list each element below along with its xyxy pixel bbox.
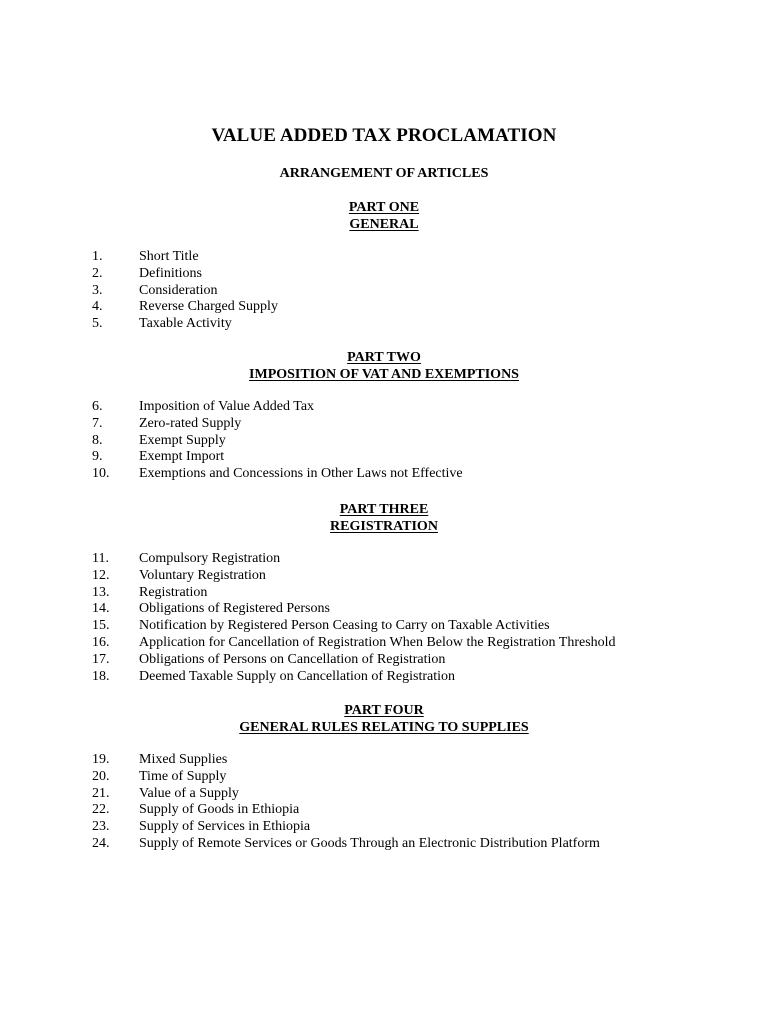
article-item: [0, 466, 768, 483]
article-number: 17.: [92, 651, 110, 667]
part-label: PART ONE: [348, 200, 420, 215]
part-label: PART TWO: [347, 350, 421, 365]
article-title: Mixed Supplies: [139, 752, 228, 767]
article-number: 14.: [92, 601, 110, 617]
part-label: PART FOUR: [344, 703, 424, 718]
part-three-heading: [0, 501, 768, 535]
article-item: [0, 802, 768, 819]
part-title: GENERAL: [349, 217, 419, 232]
part-label: PART THREE: [339, 502, 429, 517]
part-one-article-list: [0, 249, 768, 333]
article-number: 20.: [92, 768, 110, 784]
article-title: Taxable Activity: [139, 316, 232, 332]
article-item: [0, 585, 768, 602]
article-title: Exempt Import: [139, 449, 225, 465]
article-item: [0, 299, 768, 316]
article-item: [0, 669, 768, 686]
article-title: Voluntary Registration: [139, 567, 266, 583]
article-title: Time of Supply: [139, 768, 227, 784]
part-title: IMPOSITION OF VAT AND EXEMPTIONS: [249, 367, 519, 382]
article-item: [0, 568, 768, 585]
article-number: 1.: [92, 249, 103, 264]
article-title: Notification by Registered Person Ceasing to Carry on Taxable Activities: [139, 618, 550, 634]
article-title: Supply of Remote Services or Goods Through an Electronic Distribution Platform: [139, 835, 600, 851]
article-title: Obligations of Registered Persons: [139, 601, 330, 617]
article-item: [0, 769, 768, 786]
article-title: Obligations of Persons on Cancellation of Registration: [139, 651, 446, 667]
article-number: 19.: [92, 752, 110, 767]
document-subtitle: ARRANGEMENT OF ARTICLES: [279, 166, 489, 181]
article-title: Exempt Supply: [139, 432, 226, 448]
article-number: 24.: [92, 835, 110, 851]
article-number: 13.: [92, 584, 110, 600]
article-number: 18.: [92, 668, 110, 684]
article-title: Supply of Services in Ethiopia: [139, 819, 311, 835]
article-title: Value of a Supply: [139, 785, 239, 801]
article-item: [0, 283, 768, 300]
article-title: Deemed Taxable Supply on Cancellation of Registration: [139, 668, 456, 684]
article-item: [0, 266, 768, 283]
article-number: 23.: [92, 819, 110, 835]
article-number: 11.: [92, 551, 109, 566]
article-item: [0, 433, 768, 450]
article-item: [0, 752, 768, 769]
article-number: 3.: [92, 282, 103, 298]
article-number: 9.: [92, 449, 103, 465]
part-four-heading: [0, 702, 768, 736]
article-item: [0, 551, 768, 568]
article-number: 12.: [92, 567, 110, 583]
article-number: 8.: [92, 432, 103, 448]
article-title: Registration: [139, 584, 208, 600]
article-item: [0, 399, 768, 416]
article-number: 22.: [92, 802, 110, 818]
article-number: 4.: [92, 299, 103, 315]
article-item: [0, 618, 768, 635]
part-four-article-list: [0, 752, 768, 853]
article-title: Imposition of Value Added Tax: [139, 399, 315, 414]
article-item: [0, 786, 768, 803]
article-title: Short Title: [139, 249, 199, 264]
article-number: 21.: [92, 785, 110, 801]
article-number: 7.: [92, 415, 103, 431]
article-title: Definitions: [139, 265, 202, 281]
part-title: REGISTRATION: [330, 519, 438, 534]
article-item: [0, 416, 768, 433]
article-number: 15.: [92, 618, 110, 634]
article-item: [0, 635, 768, 652]
part-one-heading: [0, 199, 768, 233]
article-number: 5.: [92, 316, 103, 332]
article-title: Reverse Charged Supply: [139, 299, 278, 315]
article-number: 10.: [92, 466, 110, 482]
part-two-heading: [0, 349, 768, 383]
article-number: 6.: [92, 399, 103, 414]
part-title: GENERAL RULES RELATING TO SUPPLIES: [239, 720, 529, 735]
article-title: Supply of Goods in Ethiopia: [139, 802, 300, 818]
article-title: Zero-rated Supply: [139, 415, 242, 431]
part-three-article-list: [0, 551, 768, 685]
article-item: [0, 249, 768, 266]
article-item: [0, 601, 768, 618]
article-item: [0, 819, 768, 836]
article-title: Application for Cancellation of Registration When Below the Registration Threshold: [139, 634, 616, 650]
article-item: [0, 652, 768, 669]
article-title: Exemptions and Concessions in Other Laws not Effective: [139, 466, 463, 482]
part-two-article-list: [0, 399, 768, 483]
article-item: [0, 316, 768, 333]
article-number: 2.: [92, 265, 103, 281]
article-title: Consideration: [139, 282, 218, 298]
article-item: [0, 836, 768, 853]
article-number: 16.: [92, 634, 110, 650]
document-title: VALUE ADDED TAX PROCLAMATION: [211, 125, 557, 146]
article-item: [0, 449, 768, 466]
article-title: Compulsory Registration: [139, 551, 281, 566]
